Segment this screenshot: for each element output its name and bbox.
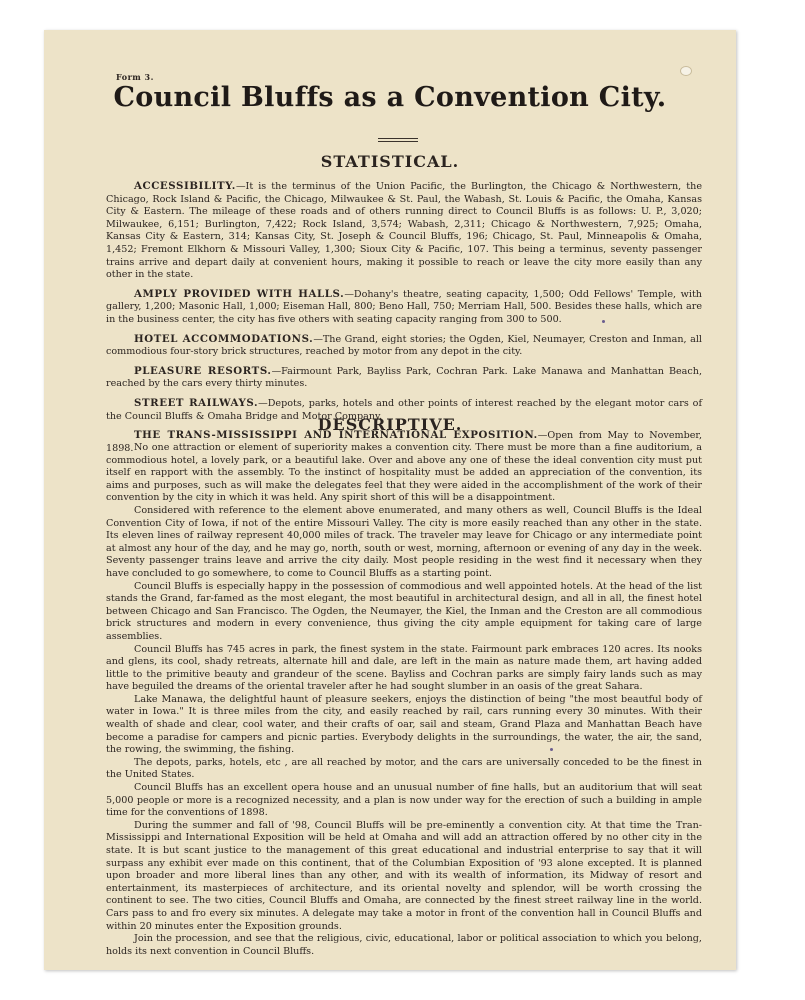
title-rule-lower [378,141,418,142]
stat-item-text: —Open from May to November, 1898. [106,430,703,454]
stat-item-lead: AMPLY PROVIDED WITH HALLS. [134,287,345,300]
desc-paragraph: Council Bluffs has 745 acres in park, the finest system in the state. Fairmount park embraces 120 acres. Its nooks and glens, its cool, shady retreats, alternate hill and dale, are left in the main as nature made them, art having added little to the primitive beauty and grandeur of the scene. Bayliss and Cochran parks are simply fairy lands such as may have beguiled the dreams of the oriental traveler after he had sought slumber in an oasis of the great Sahara. [106,643,702,693]
desc-paragraph: No one attraction or element of superiority makes a convention city. There must be more than a fine auditorium, a commodious hotel, a lovely park, or a beautiful lake. Over and above any one of these the ideal convention city must put itself en rapport with the assembly. To the instinct of hospitality must be added an appreciation of the convention, its aims and purposes, such as will make the delegates feel that they were aided in the accomplishment of the work of their convention by the city in which it was held. Any spirit short of this will be a disappointment. [106,442,702,504]
desc-paragraph: The depots, parks, hotels, etc , are all reached by motor, and the cars are universally conceded to be the finest in the United States. [106,756,702,781]
ink-speck [602,320,605,323]
desc-paragraph: During the summer and fall of '98, Council Bluffs will be pre-eminently a convention city. At that time the Tran-Mississippi and International Exposition will be held at Omaha and will add an attraction offered by no other city in the state. It is but scant justice to the management of this great educational and industrial enterprise to say that it will surpass any exhibit ever made on this continent, that of the Columbian Exposition of '93 alone excepted. It is planned upon broader and more liberal lines than any other, and with its wealth of information, its Midway of resort and entertainment, its masterpieces of architecture, and its oriental novelty and splendor, will be worth crossing the continent to see. The two cities, Council Bluffs and Omaha, are connected by the finest street railway line in the world. Cars pass to and fro every six minutes. A delegate may take a motor in front of the convention hall in Council Bluffs and within 20 minutes enter the Exposition grounds. [106,819,702,932]
desc-paragraph: Lake Manawa, the delightful haunt of pleasure seekers, enjoys the distinction of being "the most beautful body of water in Iowa." It is three miles from the city, and easily reached by rail, cars running every 30 minutes. With their wealth of shade and clear, cool water, and their crafts of oar, sail and steam, Grand Plaza and Manhattan Beach have become a paradise for campers and picnic parties. Everybody delights in the surroundings, the water, the air, the sand, the rowing, the swimming, the fishing. [106,693,702,756]
stat-item-text: —Depots, parks, hotels and other points of interest reached by the elegant motor cars of the Council Bluffs & Omaha Bridge and Motor Company. [106,397,702,422]
stat-item-text: —Fairmount Park, Bayliss Park, Cochran Park. Lake Manawa and Manhattan Beach, reached by the cars every thirty minutes. [106,365,702,390]
stat-item-text: —The Grand, eight stories; the Ogden, Kiel, Neumayer, Creston and Inman, all commodious four-story brick structures, reached by motor from any depot in the city. [106,333,702,358]
desc-paragraph: Join the procession, and see that the religious, civic, educational, labor or political association to which you belong, holds its next convention in Council Bluffs. [106,933,702,957]
stat-item [106,333,702,359]
document-title: Council Bluffs as a Convention City. [113,82,667,113]
title-rule [378,138,418,139]
descriptive-heading: DESCRIPTIVE. [317,415,463,434]
stat-item-lead: ACCESSIBILITY. [134,180,236,192]
stat-item-lead: THE TRANS-MISSISSIPPI AND INTERNATIONAL EXPOSITION. [134,429,538,442]
stat-item [106,180,702,282]
stat-item-text: —Dohany's theatre, seating capacity, 1,500; Odd Fellows' Temple, with gallery, 1,200; Masonic Hall, 1,000; Eiseman Hall, 800; Beno Hall, 750; Merriam Hall, 500. Besides these halls, which are in the business center, the city has five others with seating capacity ranging from 300 to 500. [106,288,702,325]
statistical-heading: STATISTICAL. [320,152,460,171]
form-label: Form 3. [116,72,154,82]
paper-tear [680,66,692,76]
descriptive-section [106,442,702,958]
document-sheet [44,30,736,970]
desc-paragraph: Council Bluffs has an excellent opera house and an unusual number of fine halls, but an auditorium that will seat 5,000 people or more is a recognized necessity, and a plan is now under way for the erection of such a building in ample time for the conventions of 1898. [106,782,702,819]
desc-paragraph: Considered with reference to the element above enumerated, and many others as well, Council Bluffs is the Ideal Convention City of Iowa, if not of the entire Missouri Valley. The city is more easily reached than any other in the state. Its eleven lines of railway represent 40,000 miles of track. The traveler may leave for Chicago or any intermediate point at almost any hour of the day, and he may go, north, south or west, morning, afternoon or evening of any day in the week. Seventy passenger trains leave and arrive the city daily. Most people residing in the west find it necessary when they have concluded to go somewhere, to come to Council Bluffs as a starting point. [106,504,702,579]
stat-item-lead: PLEASURE RESORTS. [134,364,272,377]
desc-paragraph: Council Bluffs is especially happy in the possession of commodious and well appointed hotels. At the head of the list stands the Grand, far-famed as the most elegant, the most beautiful in architectural design, and all in all, the finest hotel between Chicago and San Francisco. The Ogden, the Neumayer, the Kiel, the Inman and the Creston are all commodious brick structures and modern in every convenience, thus giving the city ample equipment for taking care of large assemblies. [106,580,702,642]
stat-item-lead: STREET RAILWAYS. [134,396,259,409]
stat-item [106,365,702,391]
stat-item [106,288,702,327]
stat-item-lead: HOTEL ACCOMMODATIONS. [134,332,314,345]
ink-speck [550,748,553,751]
stat-item-text: —It is the terminus of the Union Pacific, the Burlington, the Chicago & Northwestern, the Chicago, Rock Island & Pacific, the Chicago, Milwaukee & St. Paul, the Wabash, St. Louis & Pacific, the Omaha, Kansas City & Eastern. The mileage of these roads and of others running direct to Council Bluffs is as follows: U. P., 3,020; Milwaukee, 6,151; Burlington, 7,422; Rock Island, 3,574; Wabash, 2,311; Chicago & Northwestern, 7,925; Omaha, Kansas City & Eastern, 314; Kansas City, St. Joseph & Council Bluffs, 196; Chicago, St. Paul, Minneapolis & Omaha, 1,452; Fremont Elkhorn & Missouri Valley, 1,300; Sioux City & Pacific, 107. This being a terminus, seventy passenger trains arrive and depart daily at convenient hours, making it possible to reach or leave the city more easily than any other in the state. [106,181,702,281]
